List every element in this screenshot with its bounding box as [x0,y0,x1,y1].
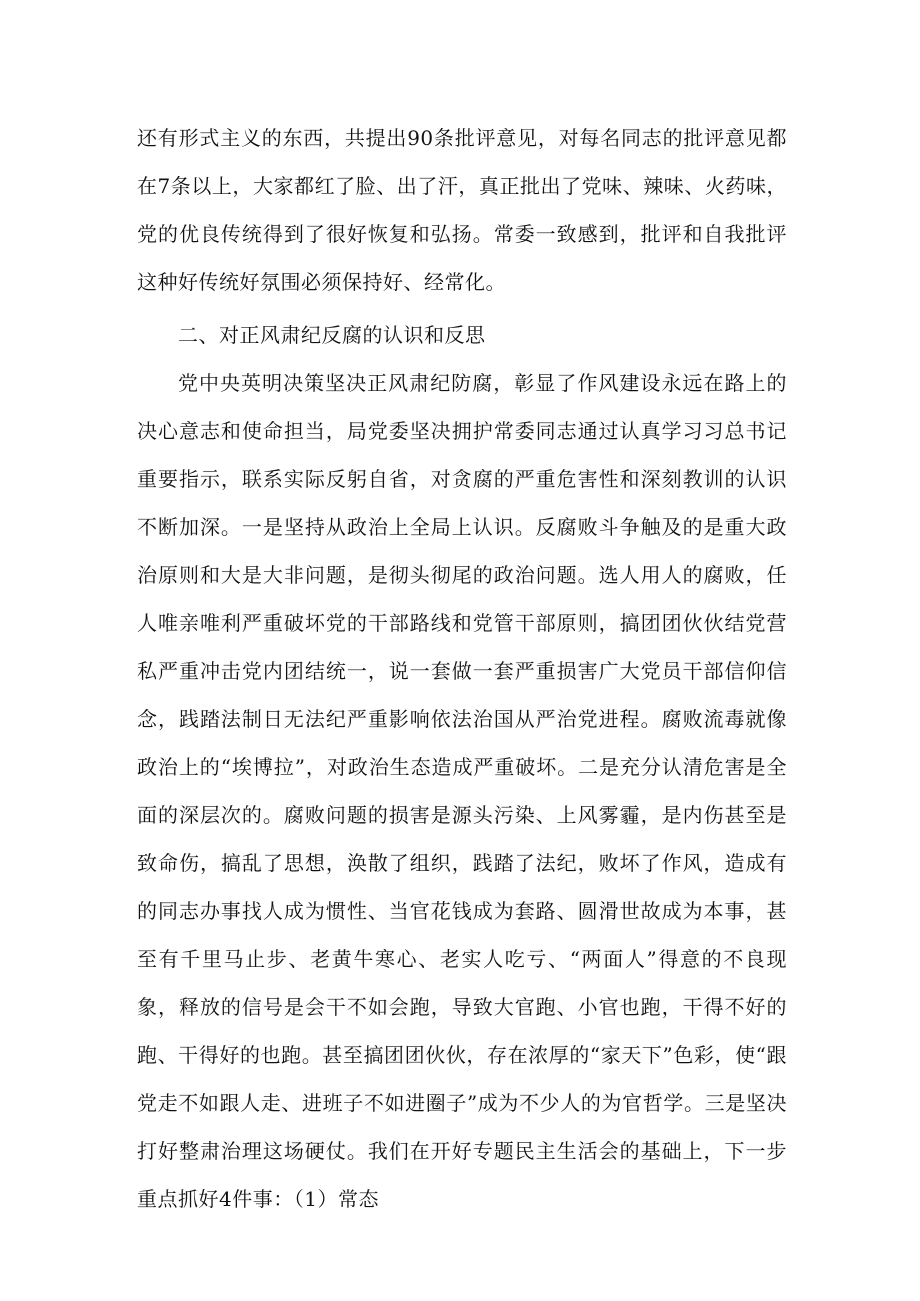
paragraph-block-1 [137,114,787,306]
paragraph-2: 党中央英明决策坚决正风肃纪防腐，彰显了作风建设永远在路上的决心意志和使命担当，局党委坚决拥护常委同志通过认真学习习总书记重要指示，联系实际反躬自省，对贪腐的严重危害性和深刻教训的认识不断加深。一是坚持从政治上全局上认识。反腐败斗争触及的是重大政治原则和大是大非问题，是彻头彻尾的政治问题。选人用人的腐败，任人唯亲唯利严重破坏党的干部路线和党管干部原则，搞团团伙伙结党营私严重冲击党内团结统一，说一套做一套严重损害广大党员干部信仰信念，践踏法制日无法纪严重影响依法治国从严治党进程。腐败流毒就像政治上的“埃博拉”，对政治生态造成严重破坏。二是充分认清危害是全面的深层次的。腐败问题的损害是源头污染、上风雾霾，是内伤甚至是致命伤，搞乱了思想，涣散了组织，践踏了法纪，败坏了作风，造成有的同志办事找人成为惯性、当官花钱成为套路、圆滑世故成为本事，甚至有千里马止步、老黄牛寒心、老实人吃亏、“两面人”得意的不良现象，释放的信号是会干不如会跑，导致大官跑、小官也跑，干得不好的跑、干得好的也跑。甚至搞团团伙伙，存在浓厚的“家天下”色彩，使“跟党走不如跟人走、进班子不如进圈子”成为不少人的为官哲学。三是坚决打好整肃治理这场硬仗。我们在开好专题民主生活会的基础上，下一步重点抓好4件事：（1）常态 [137,371,787,1211]
paragraph-1: 还有形式主义的东西，共提出90条批评意见，对每名同志的批评意见都在7条以上，大家都红了脸、出了汗，真正批出了党味、辣味、火药味，党的优良传统得到了很好恢复和弘扬。常委一致感到，批评和自我批评这种好传统好氛围必须保持好、经常化。 [137,126,787,294]
section-heading: 二、对正风肃纪反腐的认识和反思 [178,323,486,347]
section-heading-block [137,311,787,359]
paragraph-block-2 [137,359,787,1223]
